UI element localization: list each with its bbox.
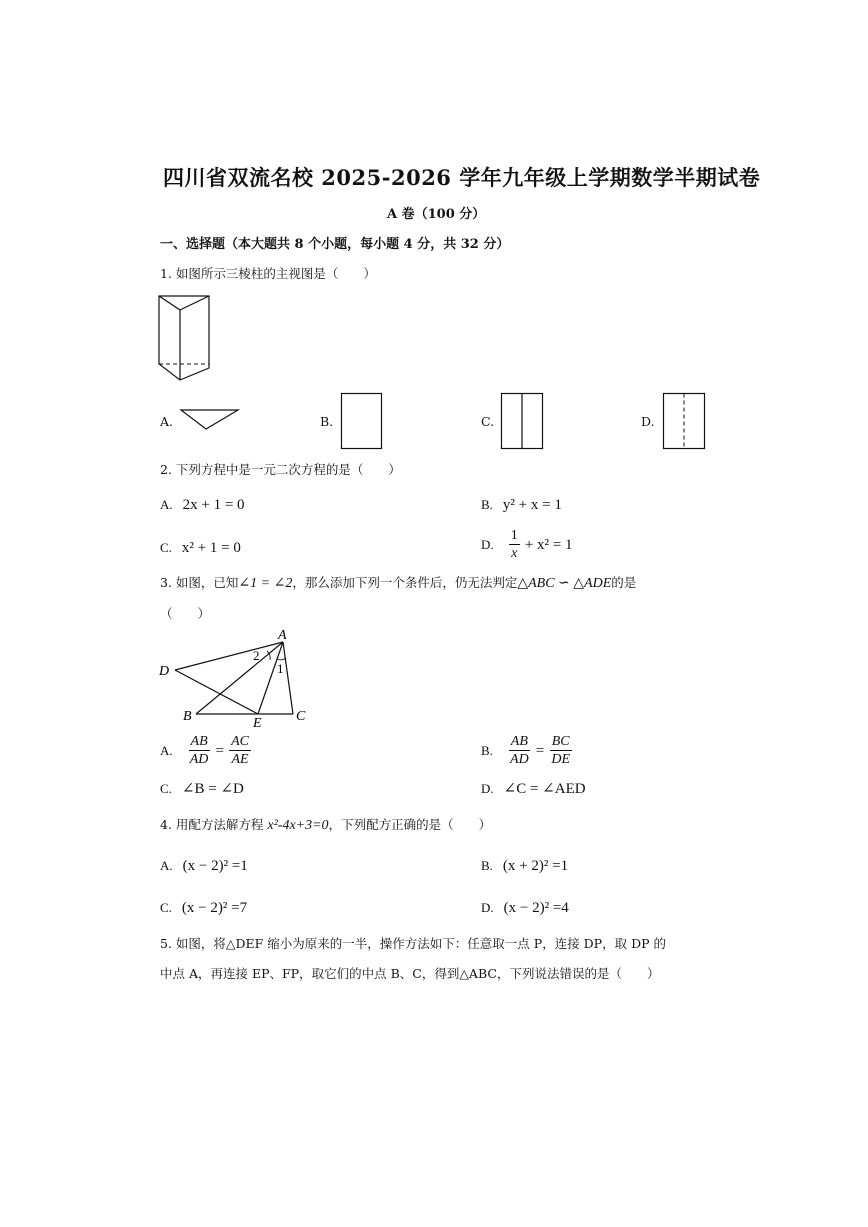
q1-option-c-shape	[500, 392, 545, 450]
q4-option-d: D. (x − 2)² =4	[481, 900, 569, 916]
q1-option-d-shape	[662, 392, 707, 450]
section-heading: 一、选择题（本大题共 8 个小题，每小题 4 分，共 32 分）	[160, 237, 510, 252]
q3-d-expression: ∠C = ∠AED	[503, 781, 586, 797]
q4-d-expression: (x − 2)² =4	[503, 900, 569, 916]
q4-stem	[160, 815, 491, 834]
q3-stem-part1: 3. 如图，已知	[160, 575, 239, 590]
q2-d-expression: + x² = 1	[524, 537, 573, 553]
q2-stem: 2. 下列方程中是一元二次方程的是（ ）	[160, 462, 401, 477]
numerator: AB	[510, 734, 528, 749]
q3-blank: （ ）	[160, 606, 211, 621]
denominator: AD	[510, 752, 529, 767]
denominator: DE	[551, 752, 571, 767]
q1-option-a-shape	[178, 406, 242, 432]
numerator: BC	[551, 734, 570, 749]
q2-option-b: B. y² + x = 1	[481, 497, 562, 513]
page-title: 四川省双流名校 2025-2026 学年九年级上学期数学半期试卷	[163, 165, 761, 190]
numerator: AB	[190, 734, 208, 749]
fig-label-b: B	[183, 709, 192, 724]
numerator: AC	[231, 734, 249, 749]
q4-b-expression: (x + 2)² =1	[502, 858, 569, 874]
q3-stem	[160, 573, 636, 592]
q4-option-a: A. (x − 2)² =1	[160, 858, 248, 874]
denominator: AE	[231, 752, 249, 767]
q2-option-c: C. x² + 1 = 0	[160, 540, 241, 556]
q3-option-c: C. ∠B = ∠D	[160, 781, 244, 797]
q2-a-expression: 2x + 1 = 0	[182, 497, 245, 513]
q2-b-expression: y² + x = 1	[502, 497, 562, 513]
fig-label-d: D	[159, 664, 170, 679]
q2-option-d: D. $\frac{1}{x}$ + x² = 1	[481, 528, 573, 561]
fig-label-2: 2	[253, 648, 260, 663]
q1-option-d-label: D.	[641, 414, 655, 429]
q3-a-fraction-left	[188, 733, 211, 768]
q5-line2: 中点 A，再连接 EP、FP，取它们的中点 B、C，得到△ABC，下列说法错误的是（ ）	[160, 966, 660, 981]
q3-c-expression: ∠B = ∠D	[181, 781, 244, 797]
q3-similarity: △ABC ∽ △ADE	[517, 576, 612, 591]
q1-option-c-label: C.	[481, 414, 495, 429]
q3-b-fraction-right	[549, 733, 572, 768]
q4-a-expression: (x − 2)² =1	[182, 858, 248, 874]
paper-subtitle: A 卷（100 分）	[387, 207, 486, 222]
q3-a-fraction-right	[229, 733, 251, 768]
q4-stem-part2: ，下列配方正确的是（ ）	[328, 817, 492, 832]
q3-option-d: D. ∠C = ∠AED	[481, 781, 586, 797]
prism-figure	[155, 292, 215, 384]
q3-stem-part3: 的是	[611, 575, 637, 590]
fig-label-c: C	[296, 709, 306, 724]
q3-triangle-figure	[155, 625, 325, 730]
q2-d-fraction: $\frac{1}{x}$	[510, 528, 518, 561]
q2-option-a: A. 2x + 1 = 0	[160, 497, 245, 513]
fig-label-a: A	[278, 628, 287, 643]
q5-line1: 5. 如图，将△DEF 缩小为原来的一半，操作方法如下：任意取一点 P，连接 DP，取 DP 的	[160, 936, 666, 951]
q4-option-b: B. (x + 2)² =1	[481, 858, 569, 874]
q3-stem-part2: ，那么添加下列一个条件后，仍无法判定	[292, 575, 518, 590]
fig-label-e: E	[253, 716, 262, 730]
q1-stem: 1. 如图所示三棱柱的主视图是（ ）	[160, 266, 376, 281]
q3-b-fraction-left	[508, 733, 531, 768]
q4-c-expression: (x − 2)² =7	[181, 900, 248, 916]
q3-option-b: B. $\frac{AB}{AD}$ = $\frac{BC}{DE}$	[481, 734, 571, 767]
q3-angle-condition: ∠1 = ∠2	[238, 576, 293, 591]
q4-equation: x²-4x+3=0	[267, 818, 329, 833]
q1-option-b-shape	[340, 392, 384, 450]
q1-option-a-label: A.	[160, 414, 174, 429]
fig-label-1: 1	[277, 661, 284, 676]
denominator: AD	[189, 752, 209, 767]
q4-stem-part1: 4. 用配方法解方程	[160, 817, 268, 832]
q1-option-b-label: B.	[320, 414, 334, 429]
q3-option-a: A. $\frac{AB}{AD}$ = $\frac{AC}{AE}$	[160, 734, 249, 767]
q2-c-expression: x² + 1 = 0	[181, 540, 241, 556]
q4-option-c: C. (x − 2)² =7	[160, 900, 248, 916]
